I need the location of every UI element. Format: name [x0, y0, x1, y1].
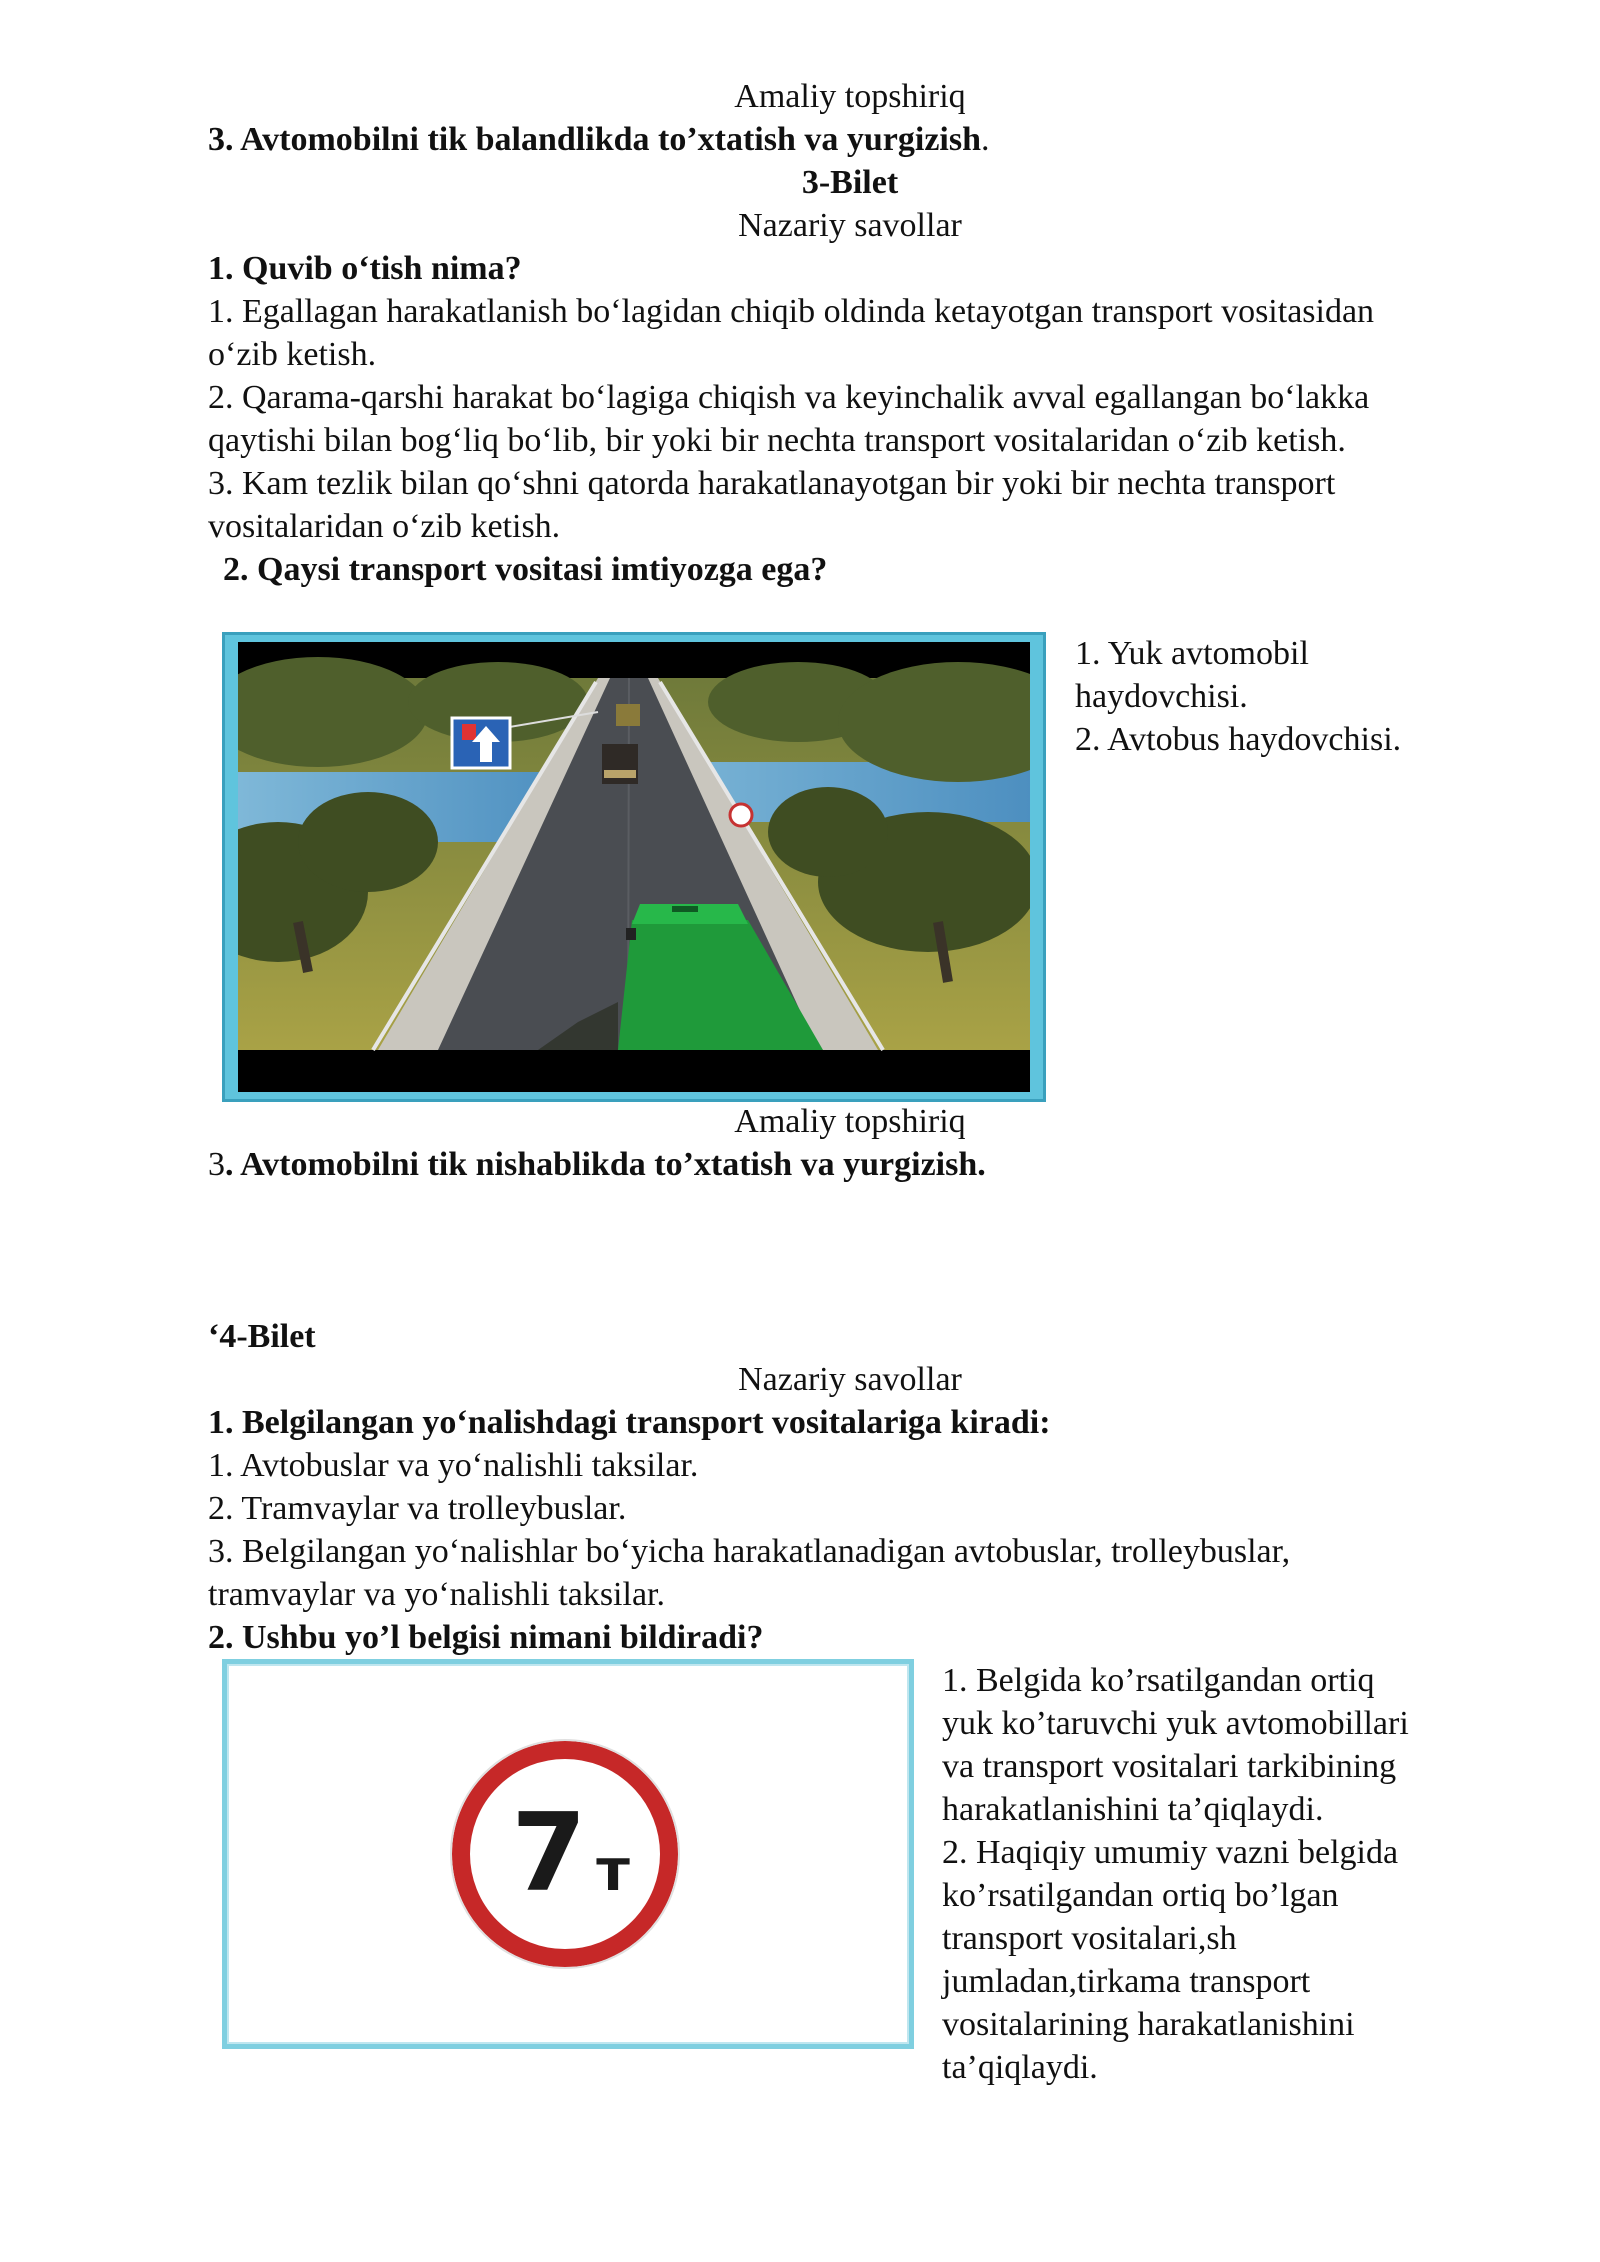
- ticket-3-question-2: 2. Qaysi transport vositasi imtiyozga ega?: [223, 551, 828, 588]
- practical-heading-top: Amaliy topshiriq: [734, 78, 966, 115]
- answer-line: o‘zib ketish.: [208, 336, 377, 373]
- road-scene-svg: [238, 642, 1030, 1092]
- practical-task-top-period: .: [981, 121, 990, 158]
- answer-line: 1. Yuk avtomobil: [1075, 635, 1309, 672]
- distant-truck: [616, 704, 640, 726]
- practical-task: [208, 1143, 986, 1186]
- ticket-4-question-1: 1. Belgilangan yo‘nalishdagi transport vositalariga kiradi:: [208, 1404, 1051, 1441]
- answer-line: jumladan,tirkama transport: [942, 1963, 1311, 2000]
- road-sign-frame: [222, 1659, 914, 2049]
- answer-line: vositalarining harakatlanishini: [942, 2006, 1355, 2043]
- answer-line: 1. Egallagan harakatlanish bo‘lagidan chiqib oldinda ketayotgan transport vositasidan: [208, 293, 1375, 330]
- answer-line: haydovchisi.: [1075, 678, 1248, 715]
- answer-line: 2. Tramvaylar va trolleybuslar.: [208, 1490, 627, 1527]
- answer-line: tramvaylar va yo‘nalishli taksilar.: [208, 1576, 665, 1613]
- sign-weight-unit: т: [596, 1836, 630, 1904]
- answer-line: 2. Haqiqiy umumiy vazni belgida: [942, 1834, 1399, 1871]
- sign-weight-number: 7: [511, 1791, 587, 1916]
- answer-line: 2. Avtobus haydovchisi.: [1075, 721, 1402, 758]
- ticket-4-theory-heading: Nazariy savollar: [738, 1361, 962, 1398]
- ticket-3-question-1: 1. Quvib o‘tish nima?: [208, 250, 522, 287]
- ticket-3-theory-heading: Nazariy savollar: [738, 207, 962, 244]
- answer-line: transport vositalari,sh: [942, 1920, 1237, 1957]
- practical-task-top-text: 3. Avtomobilni tik balandlikda to’xtatish va yurgizish: [208, 121, 982, 158]
- roadside-sign: [730, 804, 752, 826]
- answer-line: 1. Belgida ko’rsatilgandan ortiq: [942, 1662, 1375, 1699]
- weight-limit-sign: [227, 1664, 909, 2044]
- answer-line: yuk ko’taruvchi yuk avtomobillari: [942, 1705, 1409, 1742]
- answer-line: 2. Qarama-qarshi harakat bo‘lagiga chiqish va keyinchalik avval egallangan bo‘lakka: [208, 379, 1370, 416]
- answer-line: ko’rsatilgandan ortiq bo’lgan: [942, 1877, 1339, 1914]
- practical-task-number: 3: [208, 1146, 225, 1183]
- answer-line: 3. Kam tezlik bilan qo‘shni qatorda harakatlanayotgan bir yoki bir nechta transport: [208, 465, 1336, 502]
- ticket-4-title: ‘4-Bilet: [208, 1318, 316, 1355]
- practical-task-text: . Avtomobilni tik nishablikda to’xtatish va yurgizish.: [225, 1146, 986, 1183]
- road-scene-image: [238, 642, 1030, 1092]
- answer-line: vositalaridan o‘zib ketish.: [208, 508, 561, 545]
- ticket-3-title: 3-Bilet: [801, 164, 899, 201]
- practical-task-top: [208, 118, 990, 161]
- practical-heading: Amaliy topshiriq: [734, 1103, 966, 1140]
- answer-line: va transport vositalari tarkibining: [942, 1748, 1397, 1785]
- answer-line: harakatlanishini ta’qiqlaydi.: [942, 1791, 1324, 1828]
- answer-line: 1. Avtobuslar va yo‘nalishli taksilar.: [208, 1447, 699, 1484]
- ticket-4-question-2: 2. Ushbu yo’l belgisi nimani bildiradi?: [208, 1619, 764, 1656]
- answer-line: ta’qiqlaydi.: [942, 2049, 1098, 2086]
- answer-line: qaytishi bilan bog‘liq bo‘lib, bir yoki bir nechta transport vositalaridan o‘zib ketish.: [208, 422, 1346, 459]
- answer-line: 3. Belgilangan yo‘nalishlar bo‘yicha harakatlanadigan avtobuslar, trolleybuslar,: [208, 1533, 1291, 1570]
